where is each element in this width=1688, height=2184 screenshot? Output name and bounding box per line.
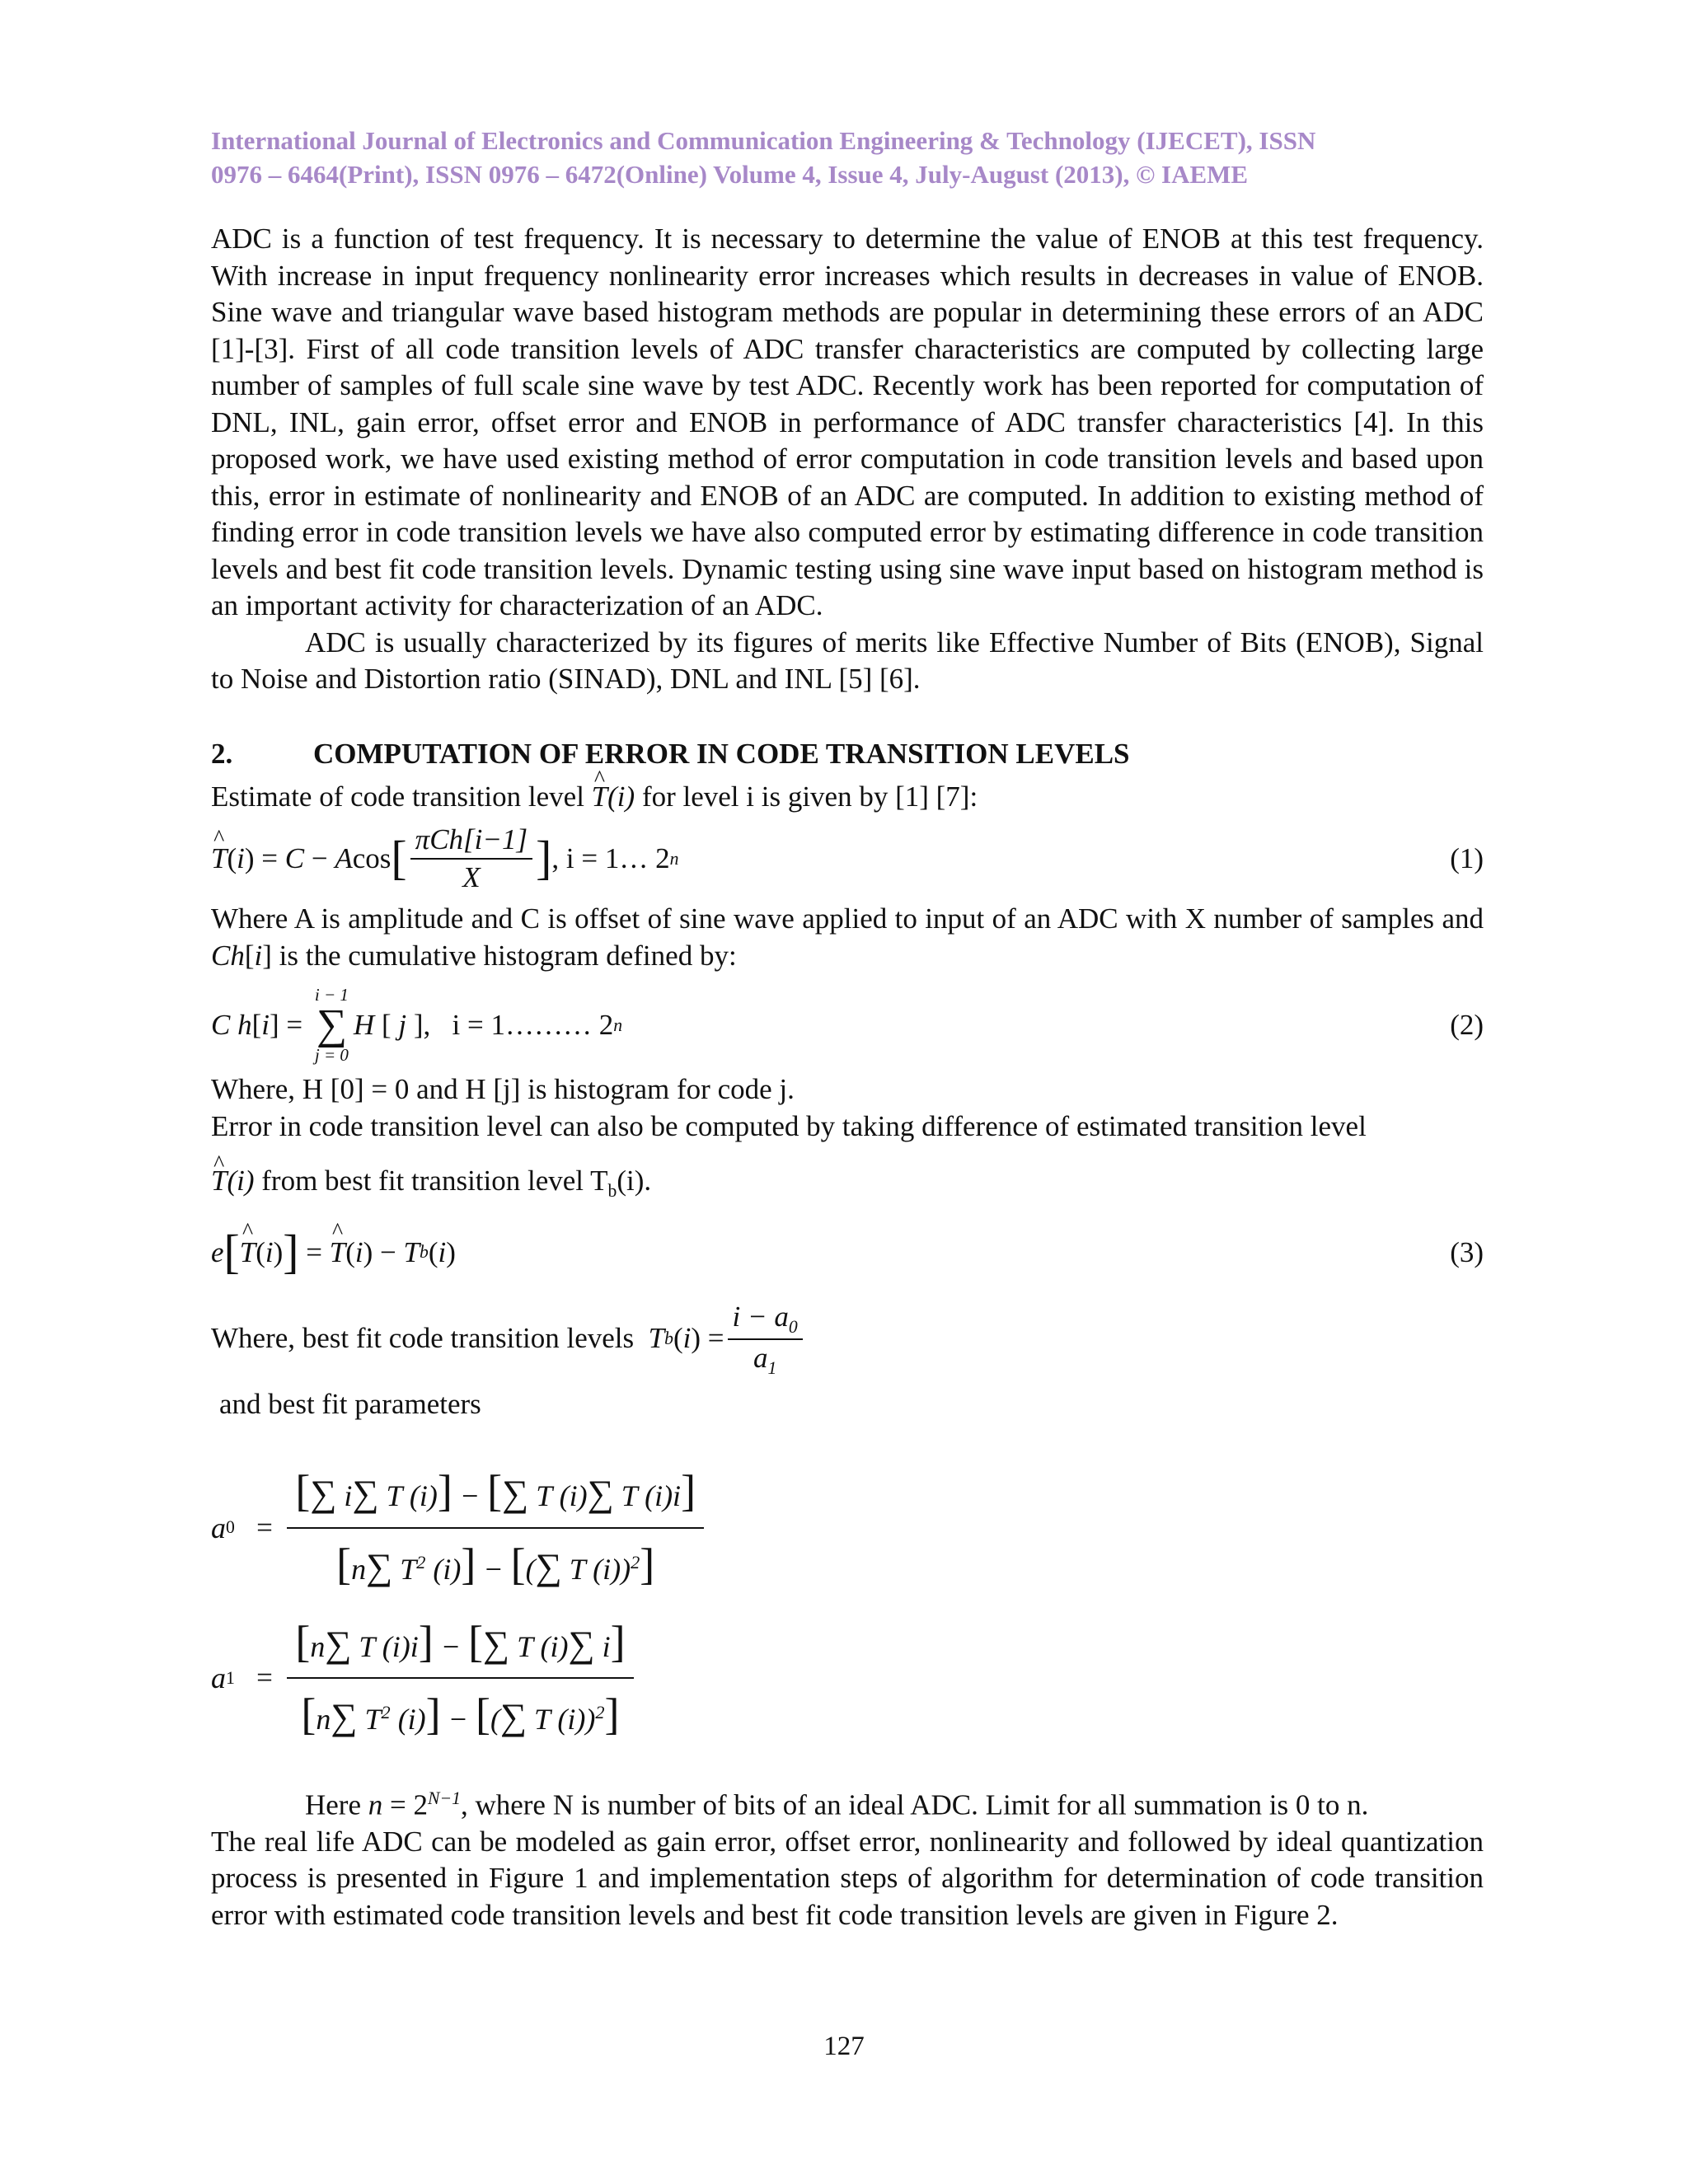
from-best-sub: b: [607, 1181, 617, 1201]
equation-a1: a 1 = [n∑ T (i)i] − [∑ T (i)∑ i] [n∑ $T^2$ (i)] − [(∑ T (i))$^2$]: [211, 1606, 1484, 1750]
eq1-range: , i = 1… 2: [551, 842, 670, 874]
equation-a0: a 0 = [∑ i∑ T (i)] − [∑ T (i)∑ T (i)i] [n∑ $T^2$ (i)] − [(∑ T (i))$^2$]: [211, 1455, 1484, 1600]
from-best-text: from best fit transition level T: [261, 1165, 608, 1197]
best-fit-text: Where, best fit code transition levels: [211, 1322, 635, 1355]
section-title: COMPUTATION OF ERROR IN CODE TRANSITION LEVELS: [313, 737, 1130, 770]
paragraph-intro: ADC is a function of test frequency. It is necessary to determine the value of ENOB at this test frequency. With increase in input frequency nonlinearity error increases which results in decreases in value of ENOB. Sine wave and triangular wave based histogram methods are popular in determining these errors of an ADC [1]-[3]. First of all code transition levels of ADC transfer characteristics are computed by collecting large number of samples of full scale sine wave by test ADC. Recently work has been reported for computation of DNL, INL, gain error, offset error and ENOB in performance of ADC transfer characteristics [4]. In this proposed work, we have used existing method of error computation in code transition levels and based upon this, error in estimate of nonlinearity and ENOB of an ADC are computed. In addition to existing method of finding error in code transition levels we have also computed error by estimating difference in code transition levels and best fit code transition levels. Dynamic testing using sine wave input based on histogram method is an important activity for characterization of an ADC.: [211, 223, 1484, 621]
here-text-end: , where N is number of bits of an ideal ADC. Limit for all summation is 0 to n.: [460, 1788, 1369, 1821]
best-fit-line: Where, best fit code transition levels T b ( i ) = $\frac{i - a_0}{a_1}$: [211, 1299, 1484, 1380]
equation-2: C h [ i ] = i − 1 ∑ j = 0 H [ j ], i = 1……… 2 n (2): [211, 985, 1484, 1065]
equation-1: ^ T ( i ) = C − A cos [ $\frac{\text{πCh[i−1]}}{X}$ ] , i = 1… 2 n (1): [211, 820, 1484, 898]
where-amplitude-text-end: is the cumulative histogram defined by:: [279, 939, 737, 972]
where-histogram: Where, H [0] = 0 and H [j] is histogram for code j.: [211, 1073, 795, 1105]
estimate-text-end: for level i is given by [1] [7]:: [641, 780, 978, 813]
eq2-range: i = 1……… 2: [452, 1009, 614, 1041]
equation-number-2: (2): [1450, 1009, 1484, 1041]
estimate-line: Estimate of code transition level ^ T(i) for level i is given by [1] [7]:: [211, 779, 1484, 816]
from-best-end: (i).: [617, 1165, 652, 1197]
equation-number-3: (3): [1450, 1235, 1484, 1268]
estimate-text: Estimate of code transition level: [211, 780, 584, 813]
section-number: 2.: [211, 737, 233, 770]
page-number: 127: [823, 2032, 865, 2061]
paragraph-real-life-adc: The real life ADC can be modeled as gain error, offset error, nonlinearity and followed by ideal quantization process is presented in Figure 1 and implementation steps of algorithm for determination of code transition error with estimated code transition levels and best fit code transition levels are given in Figure 2.: [211, 1825, 1484, 1931]
paragraph-figures-of-merit: ADC is usually characterized by its figures of merits like Effective Number of Bits (ENOB), Signal to Noise and Distortion ratio (SINAD), DNL and INL [5] [6].: [211, 626, 1484, 695]
error-line: Error in code transition level can also be computed by taking difference of estimated transition level: [211, 1109, 1367, 1142]
here-text: Here: [305, 1788, 362, 1821]
from-best-line: ^ T(i) from best fit transition level $T_b(i)$.: [211, 1163, 1484, 1210]
header-line-2: 0976 – 6464(Print), ISSN 0976 – 6472(Online) Volume 4, Issue 4, July-August (2013), © IAEME: [211, 160, 1249, 189]
where-amplitude: Where A is amplitude and C is offset of sine wave applied to input of an ADC with X number of samples and Ch[i] is the cumulative histogram defined by:: [211, 902, 1484, 972]
where-amplitude-text: Where A is amplitude and C is offset of sine wave applied to input of an ADC with X number of samples and: [211, 902, 1484, 935]
best-fit-params-line: and best fit parameters: [219, 1387, 481, 1420]
journal-header: [211, 124, 1484, 191]
paragraph-here: Here $n = 2^{N-1}$, where N is number of bits of an ideal ADC. Limit for all summation is 0 to n.: [305, 1788, 1369, 1821]
equation-number-1: (1): [1450, 842, 1484, 874]
page-content: [211, 124, 1484, 1933]
section-heading: [211, 738, 1484, 771]
equation-3: e [ ^ T ( i ) ] = ^ T ( i ) − T b ( i ) (3): [211, 1220, 1484, 1286]
header-line-1: International Journal of Electronics and Communication Engineering & Technology (IJECET), ISSN: [211, 126, 1316, 155]
